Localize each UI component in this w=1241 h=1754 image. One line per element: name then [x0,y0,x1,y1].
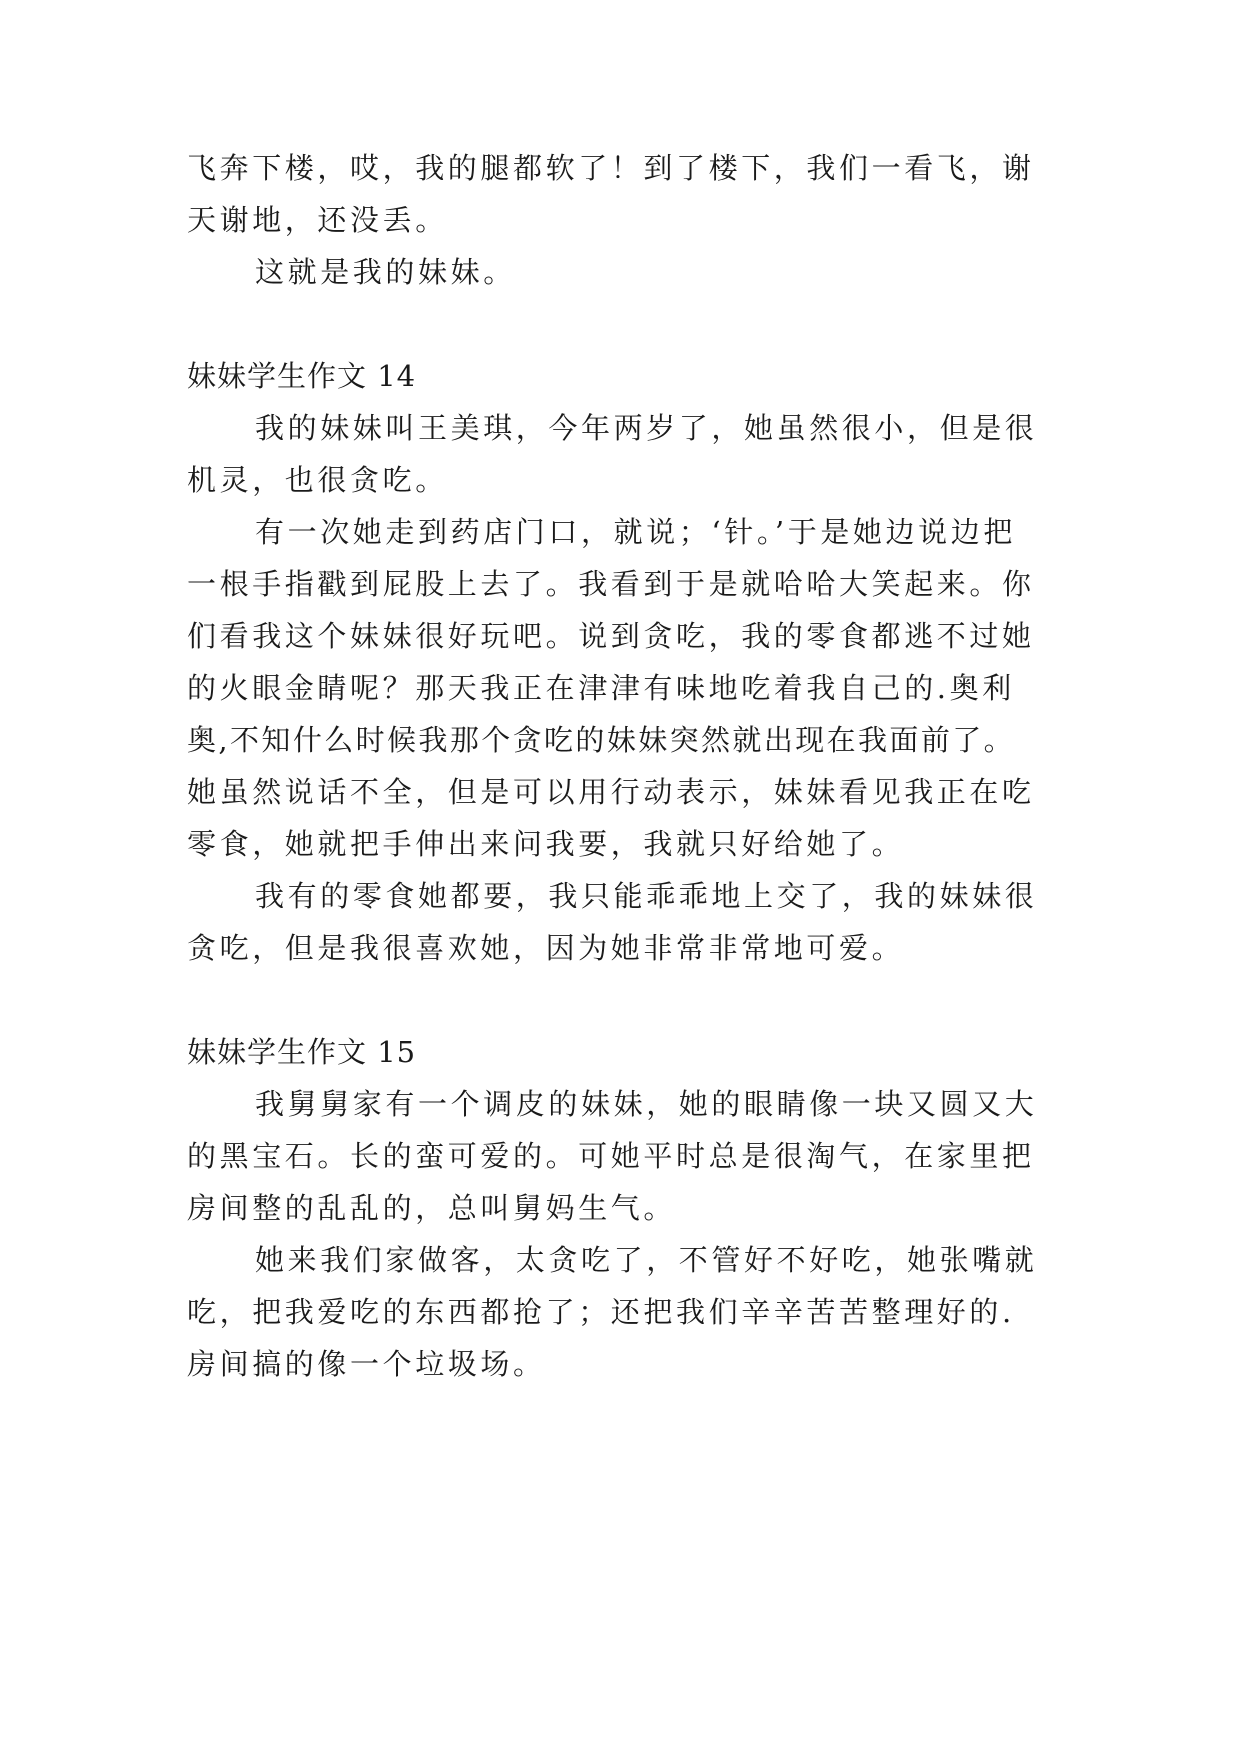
text-line: 一根手指戳到屁股上去了。我看到于是就哈哈大笑起来。你 [187,567,1035,601]
text-line: 我有的零食她都要，我只能乖乖地上交了，我的妹妹很 [255,879,1038,913]
text-line: 零食，她就把手伸出来问我要，我就只好给她了。 [187,827,905,861]
text-line: 这就是我的妹妹。 [255,255,516,289]
text-line: 她来我们家做客，太贪吃了，不管好不好吃，她张嘴就 [255,1243,1038,1277]
text-line: 飞奔下楼，哎，我的腿都软了！到了楼下，我们一看飞，谢 [187,151,1035,185]
text-line: 房间整的乱乱的，总叫舅妈生气。 [187,1191,677,1225]
text-line: 我的妹妹叫王美琪，今年两岁了，她虽然很小，但是很 [255,411,1038,445]
text-line: 贪吃，但是我很喜欢她，因为她非常非常地可爱。 [187,931,905,965]
text-line: 机灵，也很贪吃。 [187,463,448,497]
text-line: 奥,不知什么时候我那个贪吃的妹妹突然就出现在我面前了。 [187,723,1016,757]
essay-heading-14: 妹妹学生作文 14 [187,359,417,393]
text-line: 的黑宝石。长的蛮可爱的。可她平时总是很淘气，在家里把 [187,1139,1035,1173]
text-line: 们看我这个妹妹很好玩吧。说到贪吃，我的零食都逃不过她 [187,619,1035,653]
text-line: 她虽然说话不全，但是可以用行动表示，妹妹看见我正在吃 [187,775,1035,809]
text-line: 有一次她走到药店门口，就说；‘针。’于是她边说边把 [255,515,1016,549]
text-line: 的火眼金睛呢？那天我正在津津有味地吃着我自己的.奥利 [187,671,1015,705]
text-line: 吃，把我爱吃的东西都抢了；还把我们辛辛苦苦整理好的. [187,1295,1015,1329]
essay-heading-15: 妹妹学生作文 15 [187,1035,417,1069]
text-line: 我舅舅家有一个调皮的妹妹，她的眼睛像一块又圆又大 [255,1087,1038,1121]
text-line: 天谢地，还没丢。 [187,203,448,237]
text-line: 房间搞的像一个垃圾场。 [187,1347,546,1381]
